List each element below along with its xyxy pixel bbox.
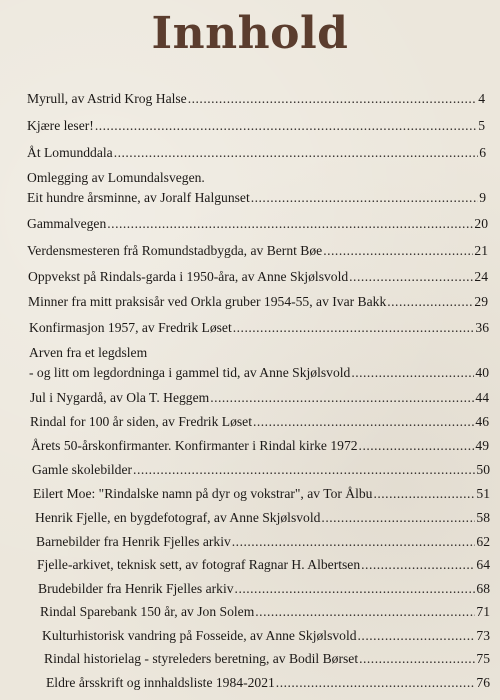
toc-entry-title: Barnebilder fra Henrik Fjelles arkiv [36, 534, 231, 549]
toc-entry [27, 145, 486, 161]
toc-entry-page: 29 [474, 294, 488, 309]
toc-entry-page: 73 [476, 628, 490, 643]
toc-entry-page: 62 [476, 534, 490, 549]
toc-entry [32, 462, 490, 478]
toc-entry-page: 36 [475, 320, 489, 335]
toc-entry-title: Åt Lomunddala [27, 145, 113, 160]
leader-dots [358, 628, 476, 644]
leader-dots [255, 604, 475, 620]
toc-entry [27, 118, 485, 134]
toc-entry-title: Verdensmesteren frå Romundstadbygda, av Bernt Bøe [27, 243, 323, 258]
toc-entry-title: Konfirmasjon 1957, av Fredrik Løset [29, 320, 232, 335]
leader-dots [373, 486, 475, 502]
toc-entry-title: Rindal Sparebank 150 år, av Jon Solem [40, 604, 255, 619]
leader-dots [251, 190, 478, 206]
leader-dots [114, 145, 479, 161]
toc-entry-title: Eilert Moe: "Rindalske namn på dyr og vokstrar", av Tor Ålbu [33, 486, 373, 501]
leader-dots [276, 675, 476, 691]
leader-dots [253, 414, 474, 430]
toc-entry-page: 75 [476, 651, 490, 666]
leader-dots [210, 390, 474, 406]
leader-dots [361, 557, 475, 573]
toc-entry-title: Årets 50-årskonfirmanter. Konfirmanter i Rindal kirke 1972 [31, 438, 358, 453]
toc-entry [30, 390, 489, 406]
toc-entry-title: Brudebilder fra Henrik Fjelles arkiv [38, 581, 234, 596]
leader-dots [133, 462, 475, 478]
toc-entry [38, 581, 490, 597]
page-title: Innhold [151, 8, 349, 59]
toc-entry [28, 269, 488, 285]
toc-entry-title: Eldre årsskrift og innhaldsliste 1984-2021 [46, 675, 275, 690]
toc-entry [33, 486, 490, 502]
toc-entry [44, 651, 490, 667]
toc-entry-page: 4 [478, 91, 485, 106]
toc-entry-page: 40 [475, 365, 489, 380]
toc-entry [30, 414, 489, 430]
leader-dots [233, 320, 475, 336]
toc-entry [29, 345, 489, 381]
toc-entry-page: 9 [479, 190, 486, 205]
toc-entry-title-line1: Omlegging av Lomundalsvegen. [27, 170, 205, 185]
toc-entry-page: 21 [474, 243, 488, 258]
toc-entry-title: - og litt om legdordninga i gammel tid, av Anne Skjølsvold [29, 365, 351, 380]
toc-entry [35, 510, 490, 526]
leader-dots [359, 438, 475, 454]
toc-entry [27, 91, 485, 107]
toc-entry-page: 71 [476, 604, 490, 619]
toc-entry [27, 170, 486, 206]
toc-entry-page: 49 [475, 438, 489, 453]
toc-entry-title: Fjelle-arkivet, teknisk sett, av fotograf Ragnar H. Albertsen [37, 557, 361, 572]
toc-entry-page: 64 [476, 557, 490, 572]
toc-entry-title: Minner fra mitt praksisår ved Orkla gruber 1954-55, av Ivar Bakk [28, 294, 387, 309]
leader-dots [387, 294, 473, 310]
toc-entry [37, 557, 490, 573]
toc-entry-title: Kulturhistorisk vandring på Fosseide, av Anne Skjølsvold [42, 628, 357, 643]
toc-entry-page: 24 [474, 269, 488, 284]
toc-entry-title: Jul i Nygardå, av Ola T. Heggem [30, 390, 210, 405]
leader-dots [232, 534, 476, 550]
toc-entry-page: 44 [475, 390, 489, 405]
toc-entry-page: 20 [474, 216, 488, 231]
toc-entry-page: 5 [478, 118, 485, 133]
toc-entry-page: 46 [475, 414, 489, 429]
toc-entry-page: 58 [476, 510, 490, 525]
toc-entry-title: Gamle skolebilder [32, 462, 133, 477]
toc-entry-page: 50 [476, 462, 490, 477]
leader-dots [359, 651, 475, 667]
leader-dots [107, 216, 473, 232]
toc-entry [27, 243, 488, 259]
toc-entry-title: Kjære leser! [27, 118, 94, 133]
toc-entry [42, 628, 490, 644]
leader-dots [323, 243, 473, 259]
toc-entry-page: 6 [479, 145, 486, 160]
leader-dots [95, 118, 477, 134]
leader-dots [321, 510, 475, 526]
toc-entry [31, 438, 489, 454]
toc-entry-page: 51 [476, 486, 490, 501]
toc-entry [28, 294, 488, 310]
leader-dots [188, 91, 477, 107]
toc-entry [40, 604, 490, 620]
toc-entry-title: Oppvekst på Rindals-garda i 1950-åra, av Anne Skjølsvold [28, 269, 349, 284]
toc-entry-title: Henrik Fjelle, en bygdefotograf, av Anne Skjølsvold [35, 510, 321, 525]
toc-entry [46, 675, 490, 691]
toc-entry-page: 76 [476, 675, 490, 690]
toc-entry [29, 320, 489, 336]
toc-entry-title-line1: Arven fra et legdslem [29, 345, 148, 360]
toc-entry [36, 534, 490, 550]
toc-entry-title: Rindal for 100 år siden, av Fredrik Løset [30, 414, 252, 429]
toc-entry-title: Gammalvegen [27, 216, 107, 231]
leader-dots [349, 269, 473, 285]
toc-entry [27, 216, 488, 232]
toc-entry-title: Myrull, av Astrid Krog Halse [27, 91, 187, 106]
toc-entry-page: 68 [476, 581, 490, 596]
leader-dots [351, 365, 474, 381]
leader-dots [235, 581, 476, 597]
toc-entry-title: Eit hundre årsminne, av Joralf Halgunset [27, 190, 250, 205]
toc-entry-title: Rindal historielag - styreleders beretning, av Bodil Børset [44, 651, 359, 666]
